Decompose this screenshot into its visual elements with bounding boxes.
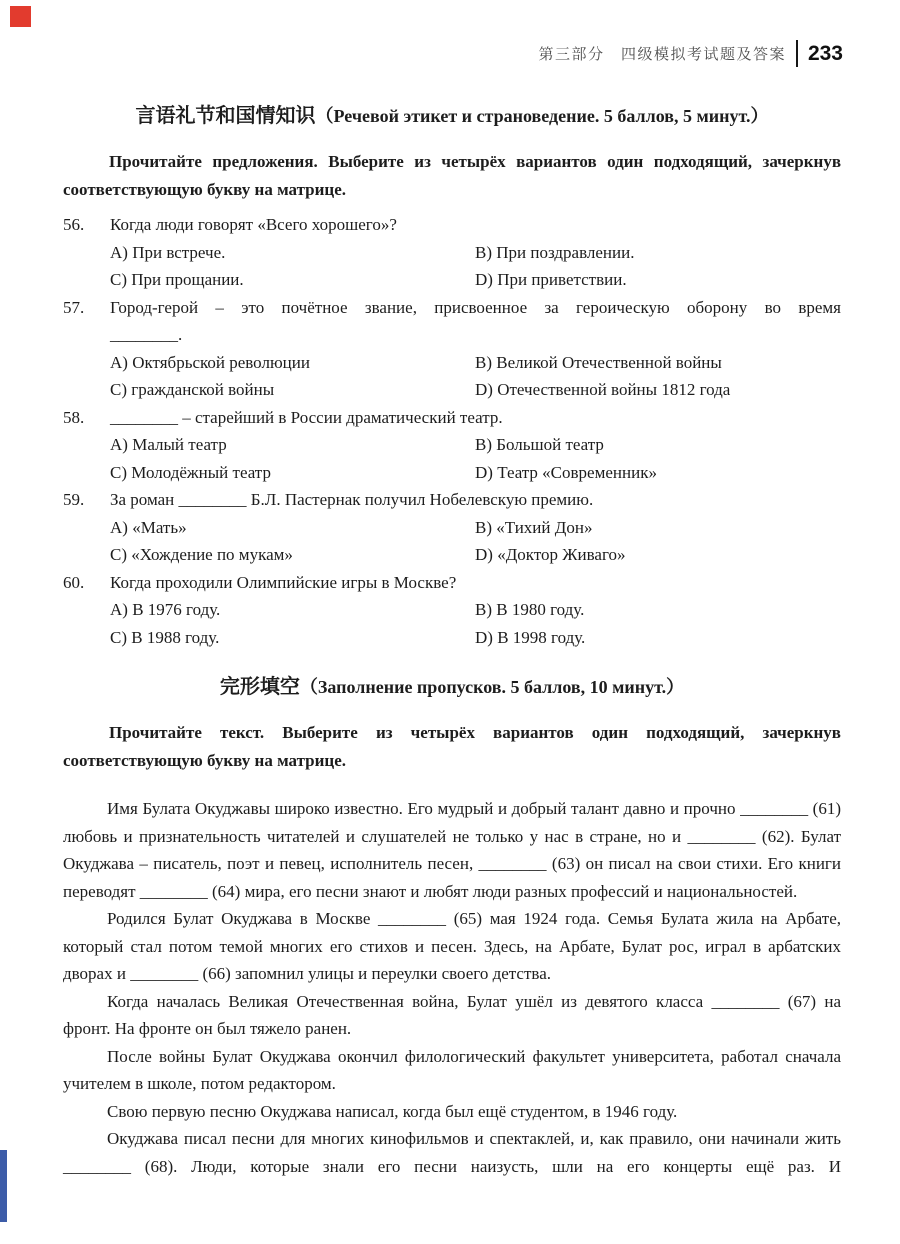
option-label: B) xyxy=(475,517,497,537)
answer-option: C) Молодёжный театр xyxy=(110,462,271,482)
option-label: A) xyxy=(110,435,133,454)
option-label: C) xyxy=(110,462,132,482)
cloze-paragraph: Окуджава писал песни для многих кинофильмов и спектаклей, и, как правило, они начинали жить ________ (68). Люди, которые знали его песни наизусть, шли на его концерты ещё раз. И xyxy=(63,1129,841,1176)
answer-option: A) Малый театр xyxy=(110,435,227,454)
answer-option: D) Театр «Современник» xyxy=(475,462,657,482)
option-label: A) xyxy=(110,600,133,619)
answer-option: D) Отечественной войны 1812 года xyxy=(475,380,731,399)
question-continuation: ________. xyxy=(110,325,183,344)
question-row xyxy=(63,569,841,597)
question-item xyxy=(63,211,841,294)
option-label: D) xyxy=(475,627,498,647)
option-label: C) xyxy=(110,545,132,564)
section2-title xyxy=(63,669,841,700)
answer-option: D) В 1998 году. xyxy=(475,627,586,647)
page-number: 233 xyxy=(807,41,843,65)
option-grid xyxy=(110,239,841,294)
header-divider-line xyxy=(796,40,798,67)
option-label: A) xyxy=(110,352,133,372)
question-item xyxy=(63,486,841,569)
answer-option: C) При прощании. xyxy=(110,270,244,289)
answer-option: B) При поздравлении. xyxy=(475,242,635,262)
question-text: Город-герой – это почётное звание, присвоенное за героическую оборону во время xyxy=(110,297,841,317)
option-label: B) xyxy=(475,435,497,454)
option-label: C) xyxy=(110,270,132,289)
running-header-title: 第三部分 四级模拟考试题及答案 xyxy=(538,46,786,63)
answer-option: C) гражданской войны xyxy=(110,380,275,399)
option-label: C) xyxy=(110,380,132,399)
question-row xyxy=(63,211,841,239)
option-grid xyxy=(110,596,841,651)
question-list xyxy=(63,211,841,651)
section1-title-zh: 言语礼节和国情知识 xyxy=(135,105,316,127)
answer-option: D) «Доктор Живаго» xyxy=(475,545,626,564)
answer-option: A) При встрече. xyxy=(110,242,226,262)
cloze-text xyxy=(63,795,841,1180)
answer-option: C) «Хождение по мукам» xyxy=(110,545,293,564)
option-grid xyxy=(110,514,841,569)
question-number: 59. xyxy=(63,490,85,509)
option-grid xyxy=(110,349,841,404)
section1-instructions: Прочитайте предложения. Выберите из четырёх вариантов один подходящий, зачеркнув соответствующую букву на матрице. xyxy=(63,152,841,199)
answer-option: B) Великой Отечественной войны xyxy=(475,352,722,372)
question-row xyxy=(63,486,841,514)
question-item xyxy=(63,404,841,487)
option-label: D) xyxy=(475,462,498,482)
cloze-paragraph: Имя Булата Окуджавы широко известно. Его мудрый и добрый талант давно и прочно ________ (61) любовь и признательность читателей и слушателей не только у нас в стране, но и ________ (62). Булат Окуджава – писатель, поэт и певец, исполнитель песен, ________ (63) он писал на свои стихи. Его книги переводят ________ (64) мира, его песни знают и любят люди разных профессий и национальностей. xyxy=(63,799,841,901)
question-text: Когда люди говорят «Всего хорошего»? xyxy=(110,215,397,234)
option-grid xyxy=(110,431,841,486)
option-label: A) xyxy=(110,242,133,262)
answer-option: B) Большой театр xyxy=(475,435,604,454)
answer-option: A) В 1976 году. xyxy=(110,600,221,619)
question-number: 58. xyxy=(63,407,85,427)
option-label: D) xyxy=(475,380,498,399)
section2-instructions: Прочитайте текст. Выберите из четырёх вариантов один подходящий, зачеркнув соответствующую букву на матрице. xyxy=(63,723,841,770)
section1-title-ru: （Речевой этикет и страноведение. 5 баллов, 5 минут.） xyxy=(315,106,769,126)
scan-blue-mark xyxy=(0,1150,7,1222)
question-number: 60. xyxy=(63,572,85,592)
answer-option: A) «Мать» xyxy=(110,517,187,537)
option-label: B) xyxy=(475,600,497,619)
question-number: 56. xyxy=(63,215,85,234)
answer-option: B) В 1980 году. xyxy=(475,600,585,619)
question-row xyxy=(63,404,841,432)
answer-option: D) При приветствии. xyxy=(475,270,627,289)
question-number: 57. xyxy=(63,297,85,317)
cloze-paragraph: После войны Булат Окуджава окончил филологический факультет университета, работал сначала учителем в школе, потом редактором. xyxy=(63,1046,841,1093)
option-label: D) xyxy=(475,270,498,289)
question-text: За роман ________ Б.Л. Пастернак получил Нобелевскую премию. xyxy=(110,490,594,509)
answer-option: B) «Тихий Дон» xyxy=(475,517,593,537)
answer-option: C) В 1988 году. xyxy=(110,627,220,647)
question-item xyxy=(63,294,841,404)
option-label: B) xyxy=(475,242,497,262)
option-label: A) xyxy=(110,517,133,537)
page-content xyxy=(63,98,841,1180)
cloze-paragraph: Когда началась Великая Отечественная война, Булат ушёл из девятого класса ________ (67) на фронт. На фронте он был тяжело ранен. xyxy=(63,991,841,1038)
section2-title-ru: （Заполнение пропусков. 5 баллов, 10 минут.） xyxy=(299,677,685,697)
running-header xyxy=(538,40,843,67)
question-item xyxy=(63,569,841,652)
option-label: D) xyxy=(475,545,498,564)
scan-red-mark xyxy=(10,6,31,27)
section2-title-zh: 完形填空 xyxy=(219,676,300,698)
question-row xyxy=(63,294,841,322)
option-label: B) xyxy=(475,352,497,372)
section1-title xyxy=(63,98,841,129)
cloze-paragraph: Свою первую песню Окуджава написал, когда был ещё студентом, в 1946 году. xyxy=(107,1101,678,1121)
cloze-paragraph: Родился Булат Окуджава в Москве ________ (65) мая 1924 года. Семья Булата жила на Арбате, который стал потом темой многих его стихов и песен. Здесь, на Арбате, Булат рос, играл в арбатских дворах и ________ (66) запомнил улицы и переулки своего детства. xyxy=(63,909,841,983)
answer-option: A) Октябрьской революции xyxy=(110,352,310,372)
option-label: C) xyxy=(110,627,132,647)
question-text: ________ – старейший в России драматический театр. xyxy=(110,407,503,427)
question-text: Когда проходили Олимпийские игры в Москве? xyxy=(110,572,457,592)
